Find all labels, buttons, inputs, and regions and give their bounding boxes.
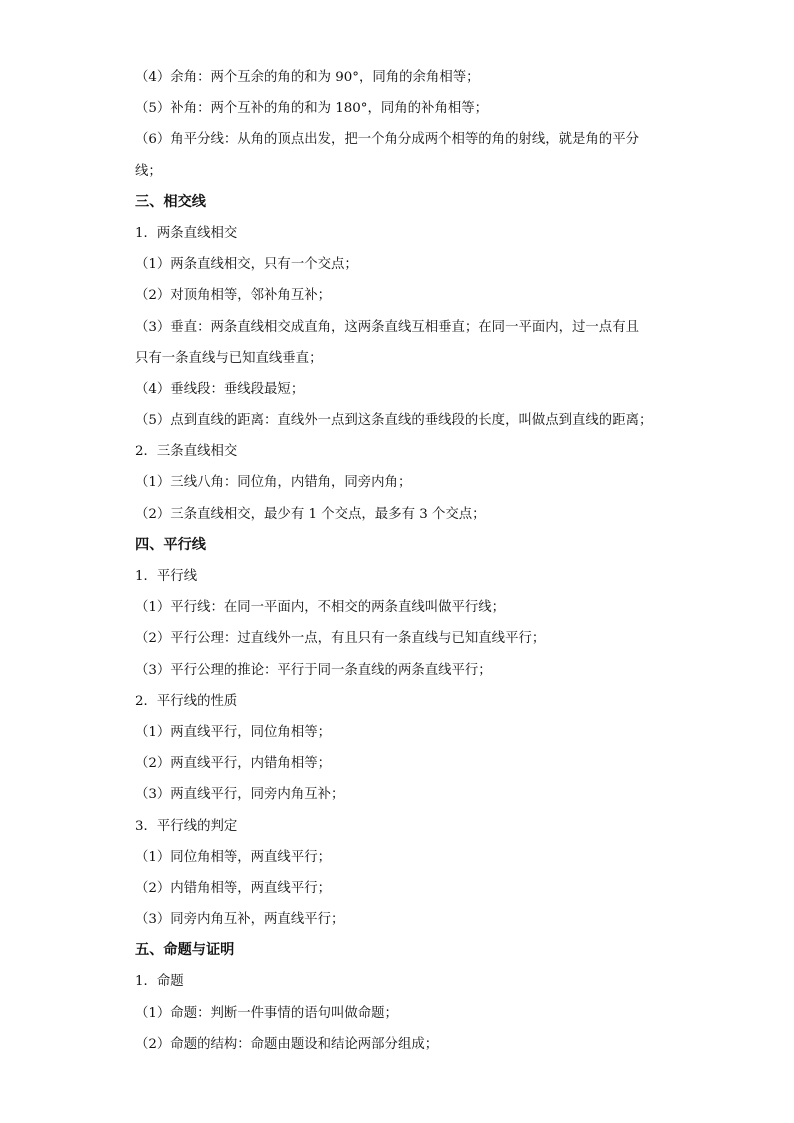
- text-line: （2）两直线平行，内错角相等；: [135, 756, 331, 772]
- text-line: 1．命题: [135, 974, 184, 990]
- text-line: （2）三条直线相交，最少有 1 个交点，最多有 3 个交点；: [135, 506, 486, 522]
- document-body: [135, 62, 667, 1060]
- text-line: （5）补角：两个互补的角的和为 180°，同角的补角相等；: [135, 101, 489, 117]
- text-line: （1）两直线平行，同位角相等；: [135, 724, 331, 740]
- text-line: （1）两条直线相交，只有一个交点；: [135, 257, 358, 273]
- text-line: 2．三条直线相交: [135, 444, 238, 460]
- text-line: （1）平行线：在同一平面内，不相交的两条直线叫做平行线；: [135, 600, 506, 616]
- section-heading: 四、平行线: [135, 536, 206, 553]
- text-line: （2）内错角相等，两直线平行；: [135, 880, 331, 896]
- section-heading: 五、命题与证明: [135, 942, 235, 959]
- text-line: （3）平行公理的推论：平行于同一条直线的两条直线平行；: [135, 662, 492, 678]
- text-line: （4）垂线段：垂线段最短；: [135, 381, 305, 397]
- section-heading: 三、相交线: [135, 193, 206, 210]
- text-line: （5）点到直线的距离：直线外一点到这条直线的垂线段的长度，叫做点到直线的距离；: [135, 413, 653, 429]
- text-line: （4）余角：两个互余的角的和为 90°，同角的余角相等；: [135, 70, 480, 85]
- text-line: （2）命题的结构：命题由题设和结论两部分组成；: [135, 1036, 439, 1052]
- text-line: 只有一条直线与已知直线垂直；: [135, 350, 323, 366]
- text-line: 线；: [135, 163, 162, 179]
- text-line: （3）同旁内角互补，两直线平行；: [135, 912, 345, 928]
- text-line: （2）平行公理：过直线外一点，有且只有一条直线与已知直线平行；: [135, 631, 546, 647]
- text-line: （1）命题：判断一件事情的语句叫做命题；: [135, 1005, 398, 1021]
- text-line: （6）角平分线：从角的顶点出发，把一个角分成两个相等的角的射线，就是角的平分: [135, 132, 639, 148]
- text-line: 2．平行线的性质: [135, 693, 238, 709]
- text-line: （3）两直线平行，同旁内角互补；: [135, 787, 345, 803]
- text-line: 3．平行线的判定: [135, 818, 238, 834]
- text-line: （3）垂直：两条直线相交成直角，这两条直线互相垂直；在同一平面内，过一点有且: [135, 319, 639, 335]
- text-line: （1）同位角相等，两直线平行；: [135, 849, 331, 865]
- text-line: （1）三线八角：同位角，内错角，同旁内角；: [135, 475, 412, 491]
- text-line: 1．两条直线相交: [135, 225, 238, 241]
- text-line: 1．平行线: [135, 569, 198, 584]
- text-line: （2）对顶角相等，邻补角互补；: [135, 288, 331, 304]
